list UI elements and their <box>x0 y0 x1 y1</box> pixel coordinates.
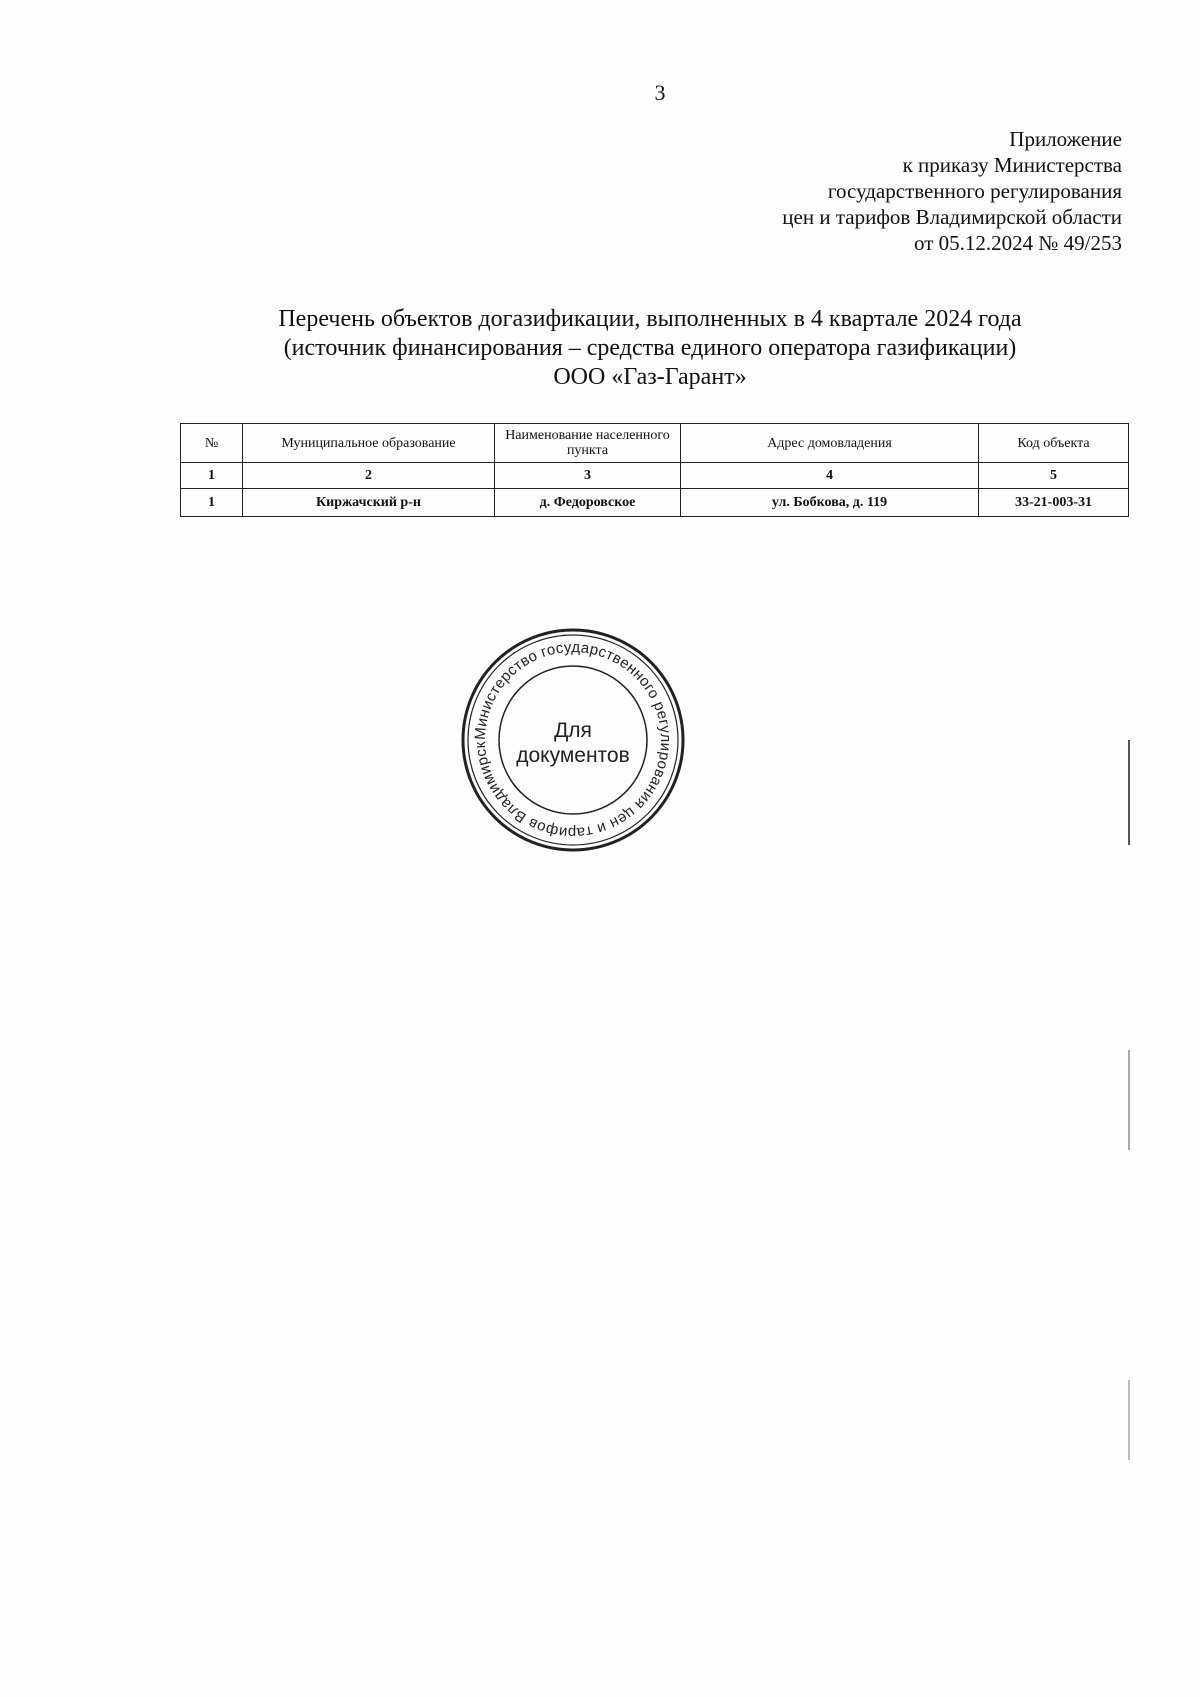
document-title <box>150 305 1150 392</box>
stamp-ring-text: Министерство государственного регулирования цен и тарифов Владимирск <box>471 638 675 842</box>
header-cell-object-code: Код объекта <box>979 424 1129 463</box>
title-line: (источник финансирования – средства единого оператора газификации) <box>283 335 1017 361</box>
table-row <box>181 489 1129 517</box>
appendix-line: от 05.12.2024 № 49/253 <box>913 231 1122 255</box>
municipality-cell: Киржачский р-н <box>243 489 495 517</box>
appendix-line: Приложение <box>1009 127 1122 151</box>
table-header-row <box>181 424 1129 463</box>
address-cell: ул. Бобкова, д. 119 <box>681 489 979 517</box>
header-cell-address: Адрес домовладения <box>681 424 979 463</box>
index-cell: 2 <box>243 463 495 489</box>
stamp-center-line: Для <box>554 719 592 742</box>
header-cell-number: № <box>181 424 243 463</box>
official-stamp <box>458 625 688 855</box>
index-cell: 4 <box>681 463 979 489</box>
appendix-line: государственного регулирования <box>827 179 1122 203</box>
scan-margin-line <box>1128 1050 1130 1150</box>
stamp-seal-icon <box>458 625 688 855</box>
index-cell: 1 <box>181 463 243 489</box>
appendix-line: к приказу Министерства <box>902 153 1122 177</box>
scan-margin-line <box>1128 740 1130 845</box>
stamp-center-line: документов <box>516 744 630 767</box>
objects-table <box>180 423 1129 517</box>
row-number-cell: 1 <box>181 489 243 517</box>
index-cell: 5 <box>979 463 1129 489</box>
title-line: ООО «Газ-Гарант» <box>553 364 747 390</box>
scan-margin-line <box>1128 1380 1130 1460</box>
settlement-cell: д. Федоровское <box>495 489 681 517</box>
title-line: Перечень объектов догазификации, выполненных в 4 квартале 2024 года <box>278 306 1022 332</box>
page-number: 3 <box>654 80 666 105</box>
appendix-block <box>782 126 1122 256</box>
index-cell: 3 <box>495 463 681 489</box>
appendix-line: цен и тарифов Владимирской области <box>782 205 1122 229</box>
object-code-cell: 33-21-003-31 <box>979 489 1129 517</box>
header-cell-settlement: Наименование населенного пункта <box>495 424 681 463</box>
header-cell-municipality: Муниципальное образование <box>243 424 495 463</box>
table-index-row <box>181 463 1129 489</box>
